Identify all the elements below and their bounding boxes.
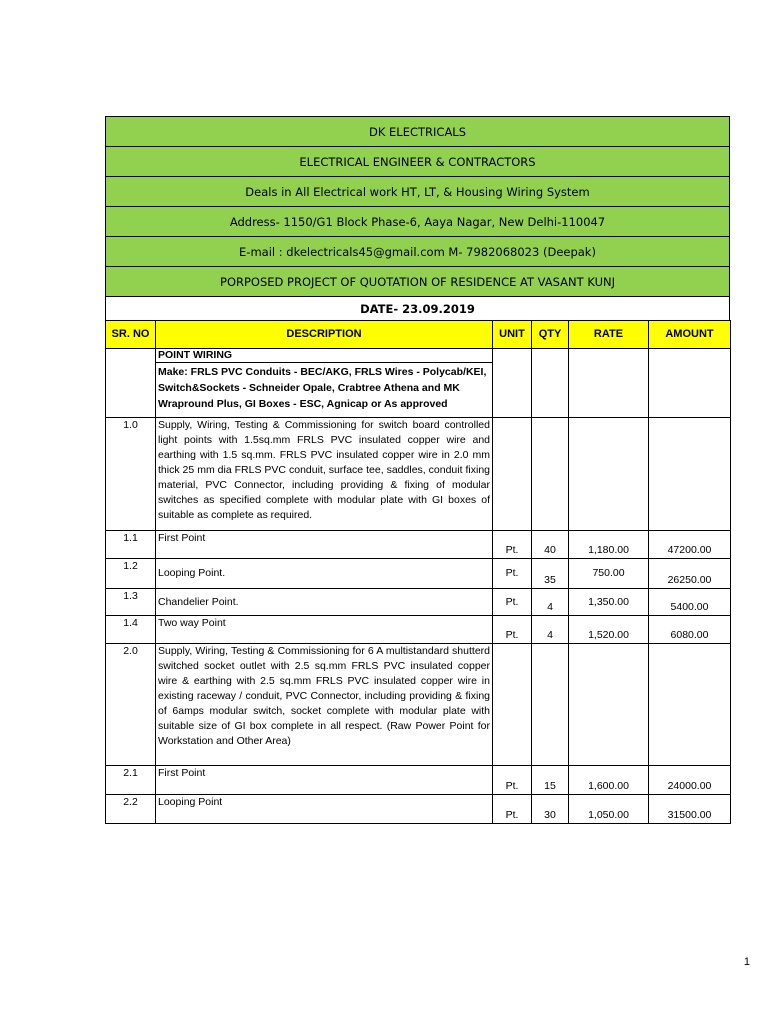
quotation-sheet xyxy=(105,116,730,824)
col-rate: RATE xyxy=(569,321,649,349)
table-header-row xyxy=(106,321,731,349)
company-role: ELECTRICAL ENGINEER & CONTRACTORS xyxy=(105,146,730,176)
table-row: 1.0 Supply, Wiring, Testing & Commissioning for switch board controlled light points with 1.5sq.mm FRLS PVC insulated copper wire and earthing with 1.5 sq.mm. FRLS PVC insulated copper wire in 2.0 mm thick 25 mm dia FRLS PVC conduit, surface tee, saddles, conduit fixing material, PVC Connector, including providing & fixing of modular switches as specified complete with modular plate with GI boxes of suitable as complete as required. xyxy=(106,418,731,531)
quotation-table xyxy=(105,320,731,824)
table-row: 1.2 Looping Point. Pt. 35 750.00 26250.00 xyxy=(106,559,731,589)
table-row: 2.2 Looping Point Pt. 30 1,050.00 31500.00 xyxy=(106,795,731,824)
project-title: PORPOSED PROJECT OF QUOTATION OF RESIDENCE AT VASANT KUNJ xyxy=(105,266,730,296)
table-row: 1.1 First Point Pt. 40 1,180.00 47200.00 xyxy=(106,531,731,559)
section-title: POINT WIRING xyxy=(156,349,492,363)
quotation-date: DATE- 23.09.2019 xyxy=(105,296,730,320)
page-number: 1 xyxy=(743,956,750,968)
col-unit: UNIT xyxy=(493,321,532,349)
company-contact: E-mail : dkelectricals45@gmail.com M- 7982068023 (Deepak) xyxy=(105,236,730,266)
table-row: 2.0 Supply, Wiring, Testing & Commissioning for 6 A multistandard shutterd switched socket outlet with 2.5 sq.mm FRLS PVC insulated copper wire & earthing with 2.5 sq.mm FRLS PVC insulated copper wire in existing raceway / conduit, PVC Connector, including providing & fixing of 6amps modular switch, socket complete with modular plate with suitable size of GI box complete in all respect. (Raw Power Point for Workstation and Other Area) xyxy=(106,644,731,766)
col-sr-no: SR. NO xyxy=(106,321,156,349)
col-description: DESCRIPTION xyxy=(156,321,493,349)
section-make: Make: FRLS PVC Conduits - BEC/AKG, FRLS Wires - Polycab/KEI, Switch&Sockets - Schneider Opale, Crabtree Athena and MK Wrapround Plus, GI Boxes - ESC, Agnicap or As approved xyxy=(158,366,487,410)
table-row: 1.3 Chandelier Point. Pt. 4 1,350.00 5400.00 xyxy=(106,589,731,616)
section-row xyxy=(106,349,731,418)
table-row: 2.1 First Point Pt. 15 1,600.00 24000.00 xyxy=(106,766,731,795)
company-address: Address- 1150/G1 Block Phase-6, Aaya Nagar, New Delhi-110047 xyxy=(105,206,730,236)
company-name: DK ELECTRICALS xyxy=(105,116,730,146)
company-deals: Deals in All Electrical work HT, LT, & Housing Wiring System xyxy=(105,176,730,206)
table-row: 1.4 Two way Point Pt. 4 1,520.00 6080.00 xyxy=(106,616,731,644)
col-amount: AMOUNT xyxy=(649,321,731,349)
col-qty: QTY xyxy=(532,321,569,349)
